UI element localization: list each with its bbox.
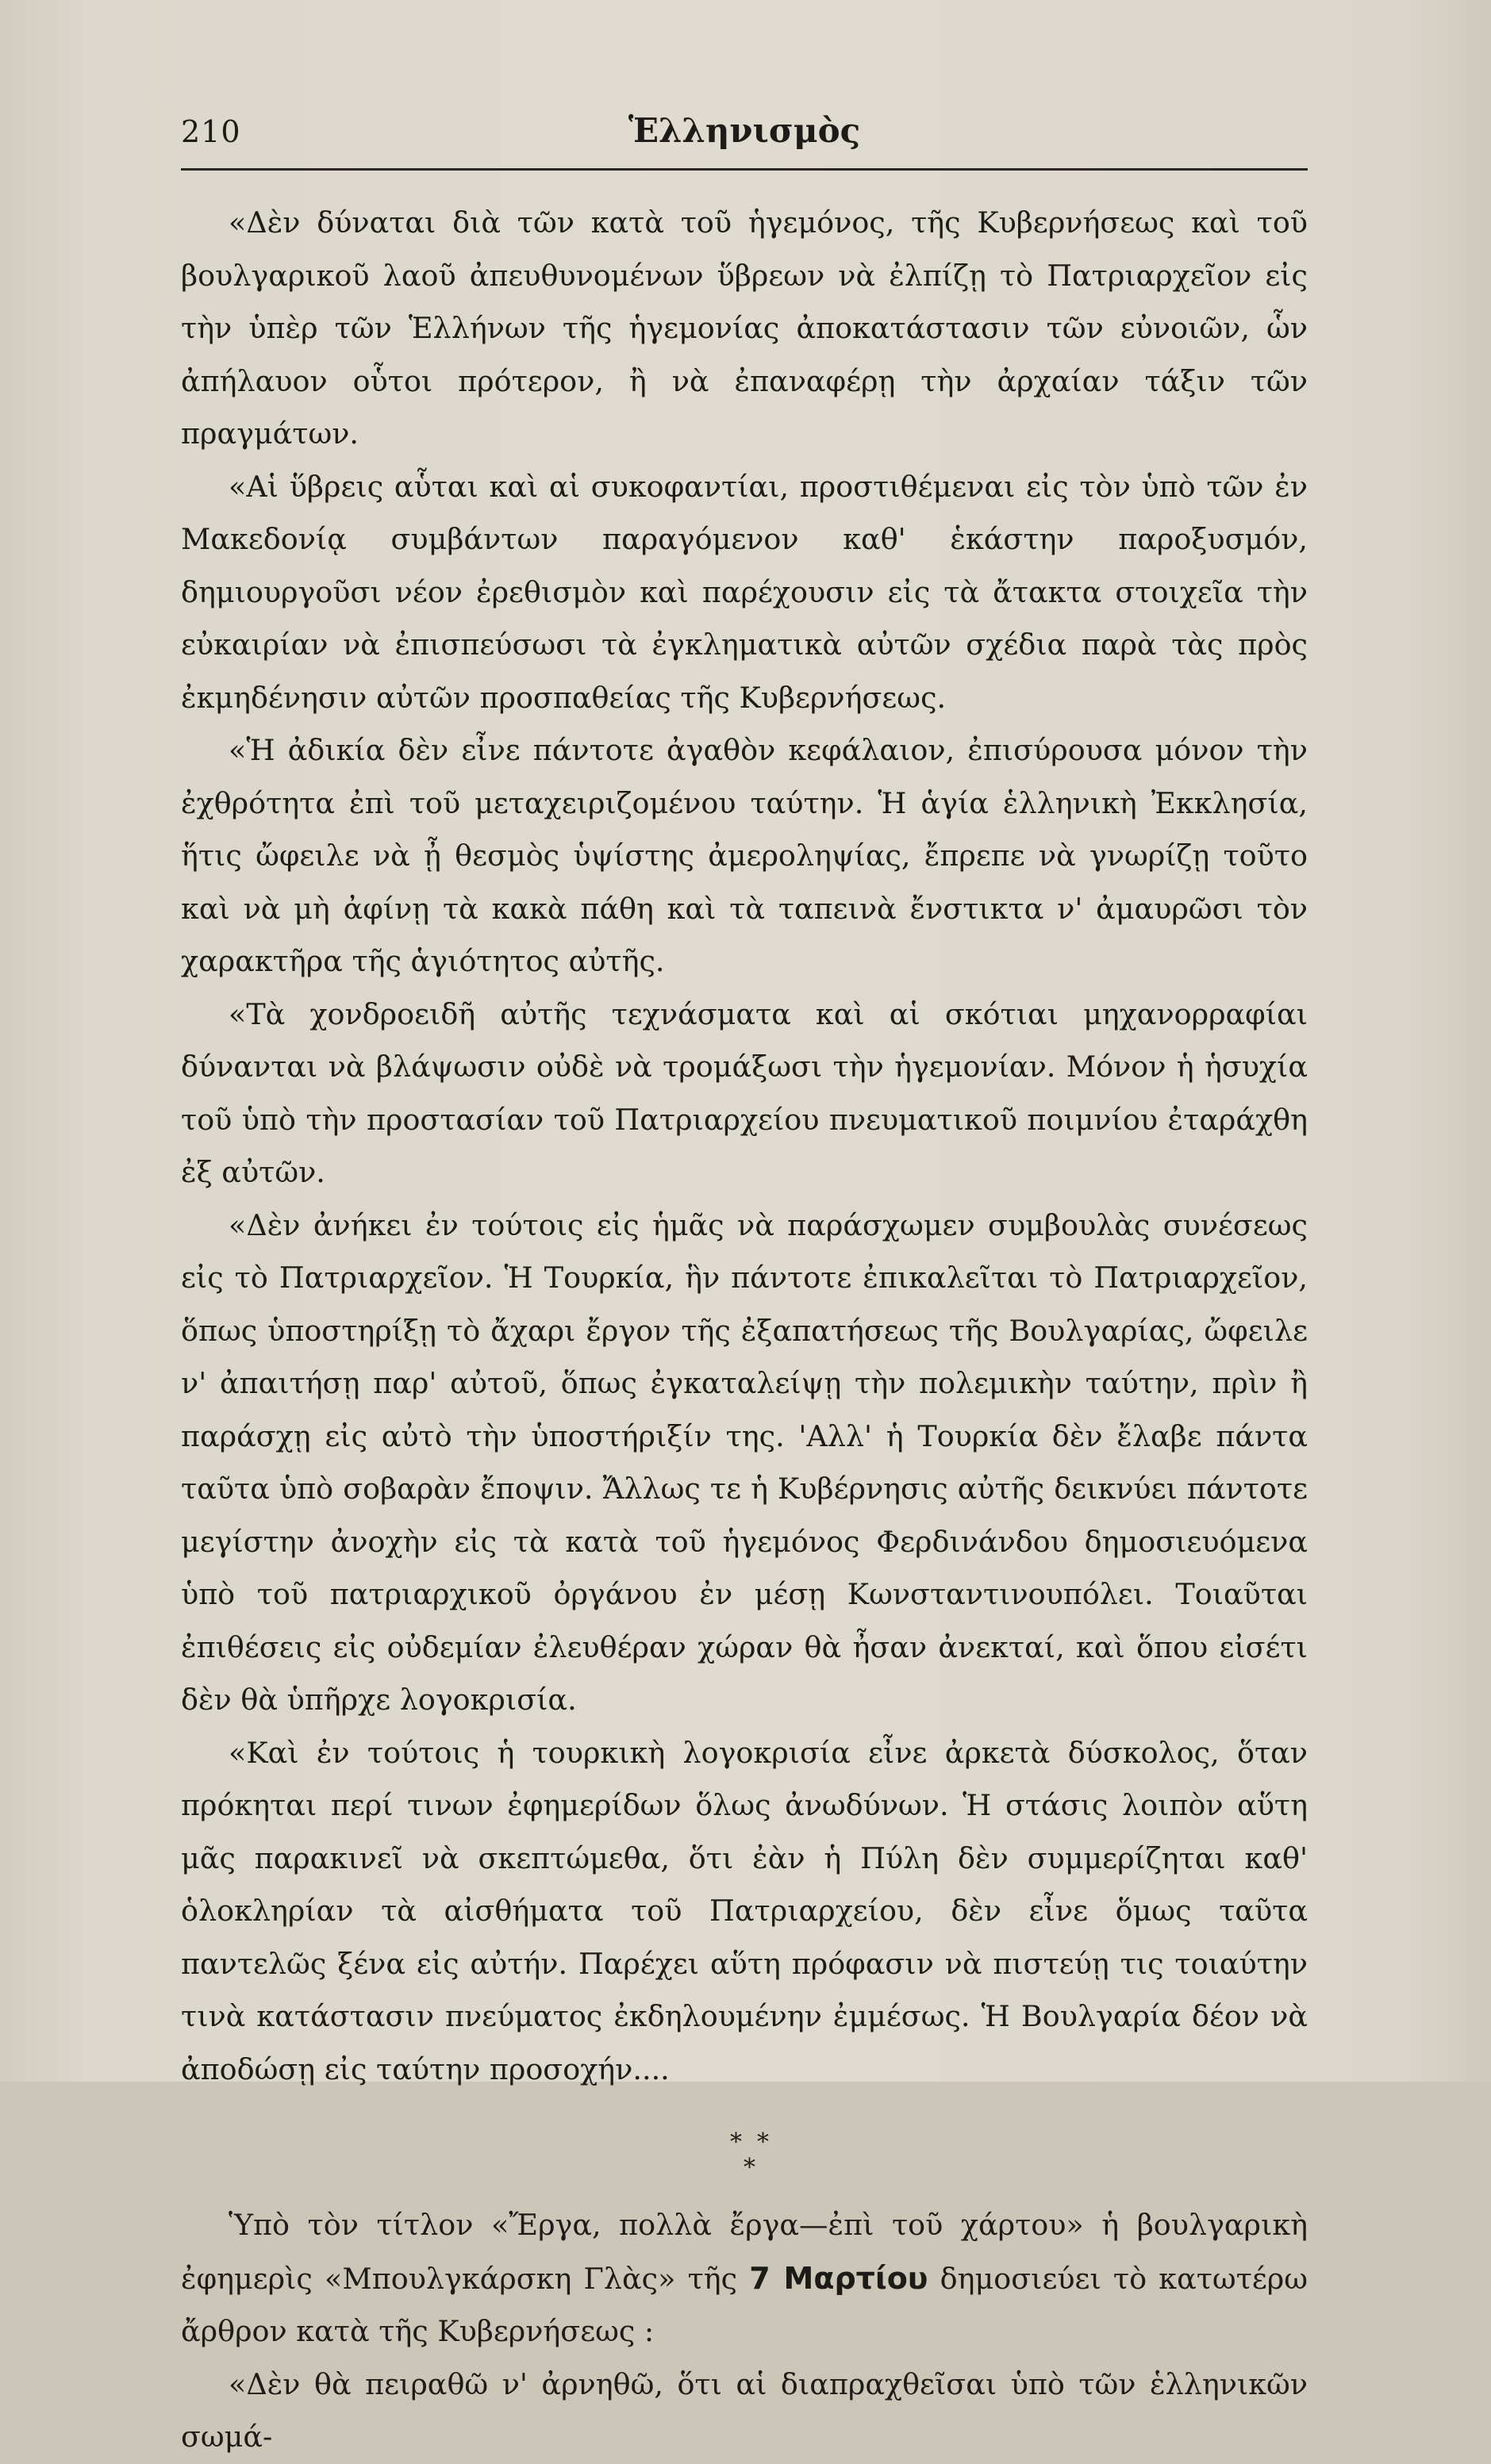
paragraph: «Ἡ ἀδικία δὲν εἶνε πάντοτε ἀγαθὸν κεφάλαιον, ἐπισύρουσα μόνον τὴν ἐχθρότητα ἐπὶ τοῦ μεταχειριζομένου ταύτην. Ἡ ἁγία ἑλληνικὴ Ἐκκλησία, ἥτις ὤφειλε νὰ ᾖ θεσμὸς ὑψίστης ἀμεροληψίας, ἔπρεπε νὰ γνωρίζῃ τοῦτο καὶ νὰ μὴ ἀφίνῃ τὰ κακὰ πάθη καὶ τὰ ταπεινὰ ἔνστικτα ν' ἀμαυρῶσι τὸν χαρακτῆρα τῆς ἁγιότητος αὐτῆς. (181, 733, 1308, 978)
closing-intro-paragraph (181, 2199, 1308, 2358)
paragraph: «Δὲν ἀνήκει ἐν τούτοις εἰς ἡμᾶς νὰ παράσχωμεν συμβουλὰς συνέσεως εἰς τὸ Πατριαρχεῖον. Ἡ Τουρκία, ἣν πάντοτε ἐπικαλεῖται τὸ Πατριαρχεῖον, ὅπως ὑποστηρίξῃ τὸ ἄχαρι ἔργον τῆς ἐξαπατήσεως τῆς Βουλγαρίας, ὤφειλε ν' ἀπαιτήσῃ παρ' αὐτοῦ, ὅπως ἐγκαταλείψῃ τὴν πολεμικὴν ταύτην, πρὶν ἢ παράσχῃ εἰς αὐτὸ τὴν ὑποστήριξίν της. 'Αλλ' ἡ Τουρκία δὲν ἔλαβε πάντα ταῦτα ὑπὸ σοβαρὰν ἔποψιν. Ἄλλως τε ἡ Κυβέρνησις αὐτῆς δεικνύει πάντοτε μεγίστην ἀνοχὴν εἰς τὰ κατὰ τοῦ ἡγεμόνος Φερδινάνδου δημοσιευόμενα ὑπὸ τοῦ πατριαρχικοῦ ὀργάνου ἐν μέσῃ Κωνσταντινουπόλει. Τοιαῦται ἐπιθέσεις εἰς οὐδεμίαν ἐλευθέραν χώραν θὰ ἦσαν ἀνεκταί, καὶ ὅπου εἰσέτι δὲν θὰ ὑπῆρχε λογοκρισία. (181, 1207, 1308, 1717)
paragraph: «Καὶ ἐν τούτοις ἡ τουρκικὴ λογοκρισία εἶνε ἀρκετὰ δύσκολος, ὅταν πρόκηται περί τινων ἐφημερίδων ὅλως ἀνωδύνων. Ἡ στάσις λοιπὸν αὕτη μᾶς παρακινεῖ νὰ σκεπτώμεθα, ὅτι ἐὰν ἡ Πύλη δὲν συμμερίζηται καθ' ὁλοκληρίαν τὰ αἰσθήματα τοῦ Πατριαρχείου, δὲν εἶνε ὅμως ταῦτα παντελῶς ξένα εἰς αὐτήν. Παρέχει αὕτη πρόφασιν νὰ πιστεύῃ τις τοιαύτην τινὰ κατάστασιν πνεύματος ἐκδηλουμένην ἐμμέσως. Ἡ Βουλγαρία δέον νὰ ἀποδώσῃ εἰς ταύτην προσοχήν.... (181, 1735, 1308, 2086)
closing-intro-before-date: Ὑπὸ τὸν τίτλον «Ἔργα, πολλὰ ἔργα—ἐπὶ τοῦ χάρτου» ἡ βουλγαρικὴ ἐφημερὶς «Μπουλγκάρσκη Γλὰς» τῆς (181, 2208, 1308, 2296)
paragraph: «Τὰ χονδροειδῆ αὐτῆς τεχνάσματα καὶ αἱ σκότιαι μηχανορραφίαι δύνανται νὰ βλάψωσιν οὐδὲ νὰ τρομάξωσι τὴν ἡγεμονίαν. Μόνον ἡ ἡσυχία τοῦ ὑπὸ τὴν προστασίαν τοῦ Πατριαρχείου πνευματικοῦ ποιμνίου ἐταράχθη ἐξ αὐτῶν. (181, 996, 1308, 1189)
separator-star: * (757, 2128, 769, 2156)
body-text (181, 197, 1308, 2464)
paragraph: «Αἱ ὕβρεις αὗται καὶ αἱ συκοφαντίαι, προστιθέμεναι εἰς τὸν ὑπὸ τῶν ἐν Μακεδονίᾳ συμβάντων παραγόμενον καθ' ἑκάστην παροξυσμόν, δημιουργοῦσι νέον ἐρεθισμὸν καὶ παρέχουσιν εἰς τὰ ἄτακτα στοιχεῖα τὴν εὐκαιρίαν νὰ ἐπισπεύσωσι τὰ ἐγκληματικὰ αὐτῶν σχέδια παρὰ τὰς πρὸς ἐκμηδένησιν αὐτῶν προσπαθείας τῆς Κυβερνήσεως. (181, 469, 1308, 715)
closing-intro-after-date: δημοσιεύει τὸ κατωτέρω ἄρθρον κατὰ τῆς Κυβερνήσεως : (181, 2261, 1308, 2348)
paragraph: «Δὲν δύναται διὰ τῶν κατὰ τοῦ ἡγεμόνος, τῆς Κυβερνήσεως καὶ τοῦ βουλγαρικοῦ λαοῦ ἀπευθυνομένων ὕβρεων νὰ ἐλπίζῃ τὸ Πατριαρχεῖον εἰς τὴν ὑπὲρ τῶν Ἑλλήνων τῆς ἡγεμονίας ἀποκατάστασιν τῶν εὐνοιῶν, ὧν ἀπήλαυον οὗτοι πρότερον, ἢ νὰ ἐπαναφέρῃ τὴν ἀρχαίαν τάξιν τῶν πραγμάτων. (181, 205, 1308, 451)
running-title: Ἑλληνισμὸς (628, 111, 861, 150)
separator-star: * (744, 2154, 755, 2182)
page-number: 210 (181, 114, 241, 149)
header-rule (181, 168, 1308, 171)
section-separator (181, 2123, 1308, 2182)
closing-last-paragraph: «Δὲν θὰ πειραθῶ ν' ἀρνηθῶ, ὅτι αἱ διαπραχθεῖσαι ὑπὸ τῶν ἑλληνικῶν σωμά- (181, 2366, 1308, 2454)
closing-date: 7 Μαρτίου (749, 2260, 928, 2296)
separator-star: * (730, 2128, 742, 2156)
page-header (181, 111, 1308, 167)
